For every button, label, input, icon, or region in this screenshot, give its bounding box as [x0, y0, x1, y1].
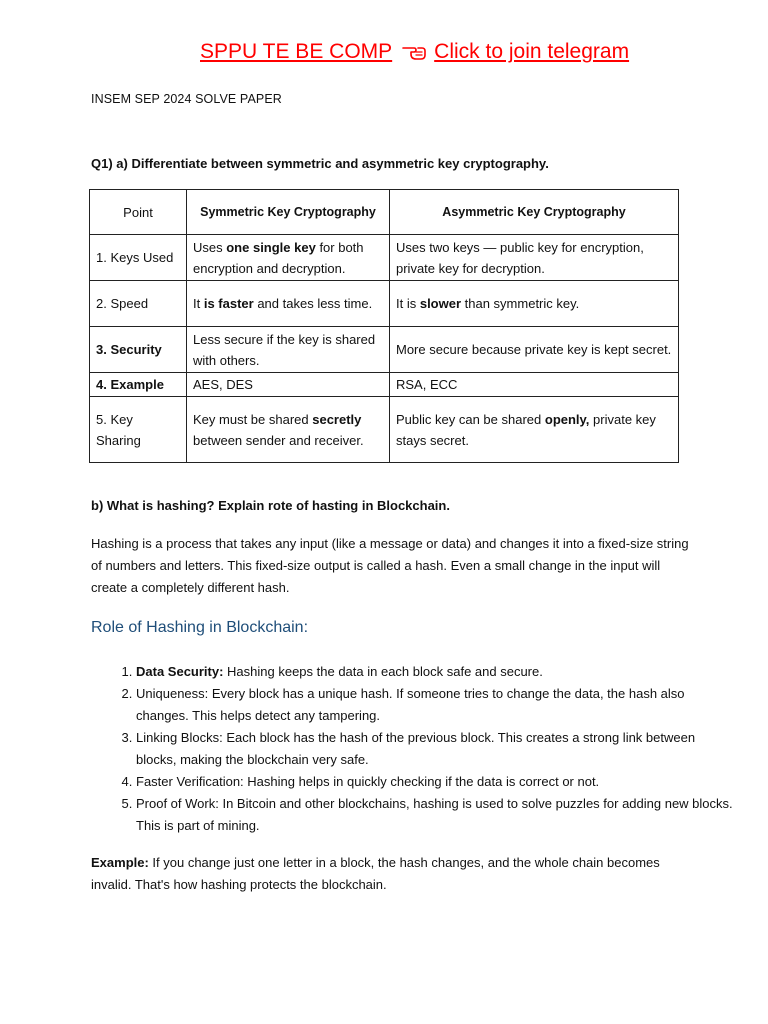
- cell-text: Uses: [193, 239, 227, 255]
- example-paragraph: [91, 852, 691, 896]
- list-item: [136, 683, 736, 727]
- cell-symmetric: [187, 281, 390, 327]
- table-row: [90, 235, 679, 281]
- list-item-text: Uniqueness: Every block has a unique hash. If someone tries to change the data, the hash also changes. This helps detect any tampering.: [136, 686, 685, 723]
- cell-text: It: [193, 296, 204, 311]
- cell-text: AES, DES: [193, 377, 253, 392]
- table-row: [90, 373, 679, 397]
- cell-asymmetric: [390, 397, 679, 463]
- cell-point: 1. Keys Used: [90, 235, 187, 281]
- cell-symmetric: [187, 373, 390, 397]
- cell-text: and takes less time.: [253, 296, 373, 311]
- cell-text: RSA, ECC: [396, 377, 458, 392]
- list-item: [136, 727, 736, 771]
- cell-symmetric: [187, 327, 390, 373]
- paper-subtitle: INSEM SEP 2024 SOLVE PAPER: [91, 92, 282, 106]
- cell-asymmetric: [390, 281, 679, 327]
- cell-text: than symmetric key.: [461, 296, 580, 311]
- list-item: [136, 661, 736, 683]
- role-list: [91, 661, 736, 837]
- list-item-text: Linking Blocks: Each block has the hash of the previous block. This creates a strong link between blocks, making the blockchain very safe.: [136, 730, 696, 767]
- cell-bold-text: one single key: [226, 239, 316, 255]
- cell-asymmetric: [390, 327, 679, 373]
- header-point: Point: [90, 190, 187, 235]
- banner-link-text: Click to join telegram: [434, 40, 630, 63]
- question-1a-title: Q1) a) Differentiate between symmetric and asymmetric key cryptography.: [91, 156, 549, 171]
- list-item-text: Faster Verification: Hashing helps in quickly checking if the data is correct or not.: [136, 774, 600, 789]
- list-item-label: Data Security:: [136, 664, 224, 679]
- table-row: [90, 327, 679, 373]
- cell-text: between sender and receiver.: [193, 432, 364, 448]
- telegram-banner-link[interactable]: [200, 40, 660, 72]
- cell-bold-text: secretly: [312, 411, 362, 427]
- cell-point: 5. Key Sharing: [90, 397, 187, 463]
- cell-bold-text: slower: [419, 296, 462, 311]
- role-heading: Role of Hashing in Blockchain:: [91, 619, 309, 636]
- list-item-text: Hashing keeps the data in each block safe and secure.: [223, 664, 543, 679]
- cell-bold-text: openly,: [544, 411, 590, 427]
- table-row: [90, 397, 679, 463]
- cell-symmetric: [187, 235, 390, 281]
- header-symmetric: Symmetric Key Cryptography: [187, 190, 390, 235]
- cell-text: private key stays secret.: [396, 411, 656, 448]
- cell-text: It is: [396, 296, 420, 311]
- cell-text: More secure because private key is kept secret.: [396, 342, 672, 357]
- cell-symmetric: [187, 397, 390, 463]
- pointing-hand-icon: [402, 41, 428, 67]
- cell-point: 2. Speed: [90, 281, 187, 327]
- cell-text: Key must be shared: [193, 411, 313, 427]
- list-item: [136, 771, 736, 793]
- example-label: Example:: [91, 855, 149, 870]
- hashing-paragraph: Hashing is a process that takes any input (like a message or data) and changes it into a fixed-size string of numbers and letters. This fixed-size output is called a hash. Even a small change in the input will create a completely different hash.: [91, 536, 689, 595]
- banner-prefix: SPPU TE BE COMP: [200, 40, 393, 63]
- cell-text: for both encryption and decryption.: [193, 239, 364, 276]
- cell-asymmetric: [390, 235, 679, 281]
- cell-text: Less secure if the key is shared with others.: [193, 331, 376, 368]
- question-1b-title: b) What is hashing? Explain rote of hasting in Blockchain.: [91, 498, 450, 513]
- cell-asymmetric: [390, 373, 679, 397]
- list-item-text: Proof of Work: In Bitcoin and other blockchains, hashing is used to solve puzzles for adding new blocks. This is part of mining.: [136, 796, 733, 833]
- table-row: [90, 281, 679, 327]
- cell-text: Uses two keys — public key for encryption, private key for decryption.: [396, 239, 644, 276]
- table-header-row: [90, 190, 679, 235]
- cell-text: Public key can be shared: [396, 411, 545, 427]
- example-text: If you change just one letter in a block, the hash changes, and the whole chain becomes invalid. That's how hashing protects the blockchain.: [91, 855, 660, 892]
- list-item: [136, 793, 736, 837]
- cell-point: 4. Example: [90, 373, 187, 397]
- header-asymmetric: Asymmetric Key Cryptography: [390, 190, 679, 235]
- cell-bold-text: is faster: [203, 296, 254, 311]
- comparison-table: [89, 189, 679, 463]
- cell-point: 3. Security: [90, 327, 187, 373]
